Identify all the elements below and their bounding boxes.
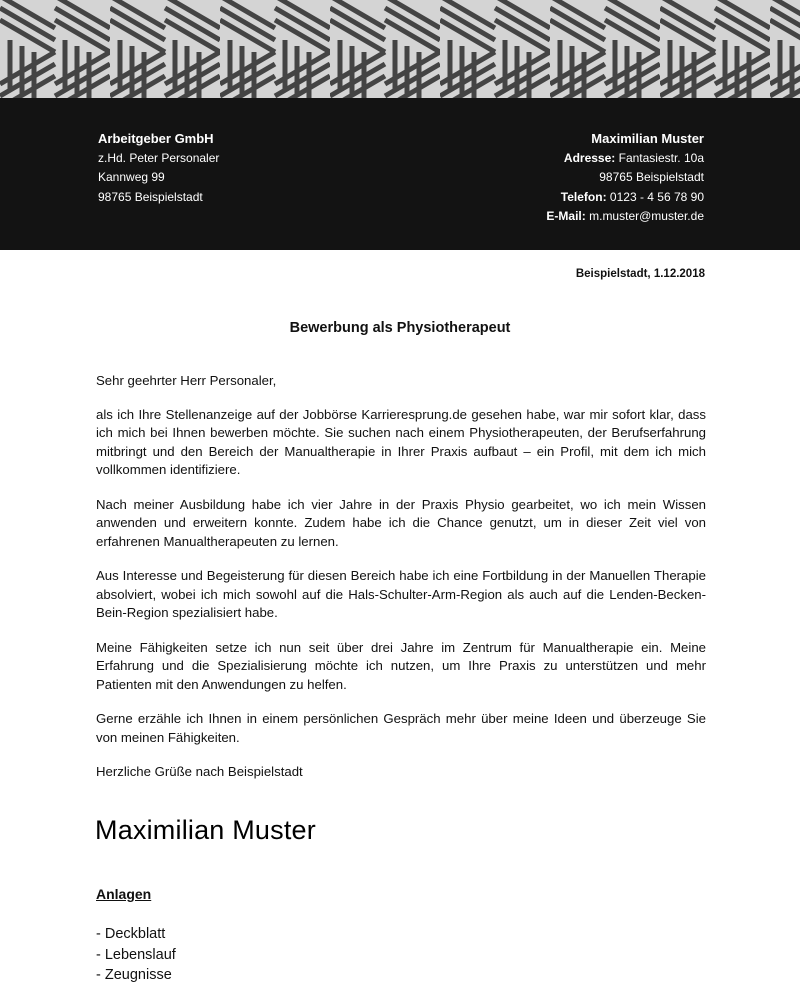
phone-label: Telefon: <box>560 189 607 204</box>
sender-block <box>546 129 704 227</box>
paragraph-3: Aus Interesse und Begeisterung für diesen Bereich habe ich eine Fortbildung in der Manuellen Therapie absolviert, wobei ich mich sowohl auf die Hals-Schulter-Arm-Region als auch auf die Lenden-Becken-Bein-Region spezialisiert habe. <box>96 568 706 620</box>
email-value: m.muster@muster.de <box>589 209 704 223</box>
recipient-attention: z.Hd. Peter Personaler <box>98 150 220 165</box>
attachment-item: - Zeugnisse <box>96 967 172 983</box>
letter-body <box>96 372 706 782</box>
signature: Maximilian Muster <box>95 815 316 845</box>
contact-header <box>0 98 800 250</box>
letter-subject: Bewerbung als Physiotherapeut <box>289 320 511 336</box>
sender-email-line <box>546 207 704 227</box>
recipient-block <box>98 129 219 207</box>
address-label: Adresse: <box>563 150 616 165</box>
salutation: Sehr geehrter Herr Personaler, <box>96 373 277 388</box>
sender-city: 98765 Beispielstadt <box>599 170 704 184</box>
paragraph-2: Nach meiner Ausbildung habe ich vier Jahre in der Praxis Physio gearbeitet, wo ich mein Wissen anwenden und erweitern konnte. Zudem habe ich die Chance genutzt, um in dieser Zeit viel von erfahrenen Manualtherapeuten zu lernen. <box>96 496 706 549</box>
recipient-street: Kannweg 99 <box>98 170 165 184</box>
recipient-city: 98765 Beispielstadt <box>98 189 203 204</box>
attachments-list <box>96 924 176 986</box>
phone-value: 0123 - 4 56 78 90 <box>609 189 704 204</box>
sender-name: Maximilian Muster <box>591 131 704 146</box>
geometric-pattern-graphic <box>0 0 800 98</box>
header-pattern <box>0 0 800 98</box>
closing: Herzliche Grüße nach Beispielstadt <box>96 764 303 779</box>
attachment-item: - Lebenslauf <box>96 946 176 963</box>
attachments-title: Anlagen <box>96 886 152 902</box>
address-street: Fantasiestr. 10a <box>618 150 704 165</box>
sender-phone-line <box>546 188 704 208</box>
sender-address-line <box>546 149 704 169</box>
paragraph-5: Gerne erzähle ich Ihnen in einem persönlichen Gespräch mehr über meine Ideen und überzeuge Sie von meinen Fähigkeiten. <box>96 711 706 745</box>
attachment-item: - Deckblatt <box>96 926 166 942</box>
paragraph-4: Meine Fähigkeiten setze ich nun seit über drei Jahre im Zentrum für Manualtherapie ein. Meine Erfahrung und die Spezialisierung möchte ich nutzen, um Ihre Praxis zu unterstützen und mehr Patienten mit den Anwendungen zu helfen. <box>96 639 706 692</box>
paragraph-1: als ich Ihre Stellenanzeige auf der Jobbörse Karrieresprung.de gesehen habe, war mir sofort klar, dass ich mich bei Ihnen bewerben möchte. Sie suchen nach einem Physiotherapeuten, der Berufserfahrung mitbringt und den Bereich der Manualtherapie in Ihrer Praxis aufbaut – ein Profil, mit dem ich mich vollkommen identifiziere. <box>96 406 706 477</box>
recipient-company: Arbeitgeber GmbH <box>98 131 214 146</box>
email-label: E-Mail: <box>546 209 586 223</box>
letter-date: Beispielstadt, 1.12.2018 <box>575 268 705 280</box>
